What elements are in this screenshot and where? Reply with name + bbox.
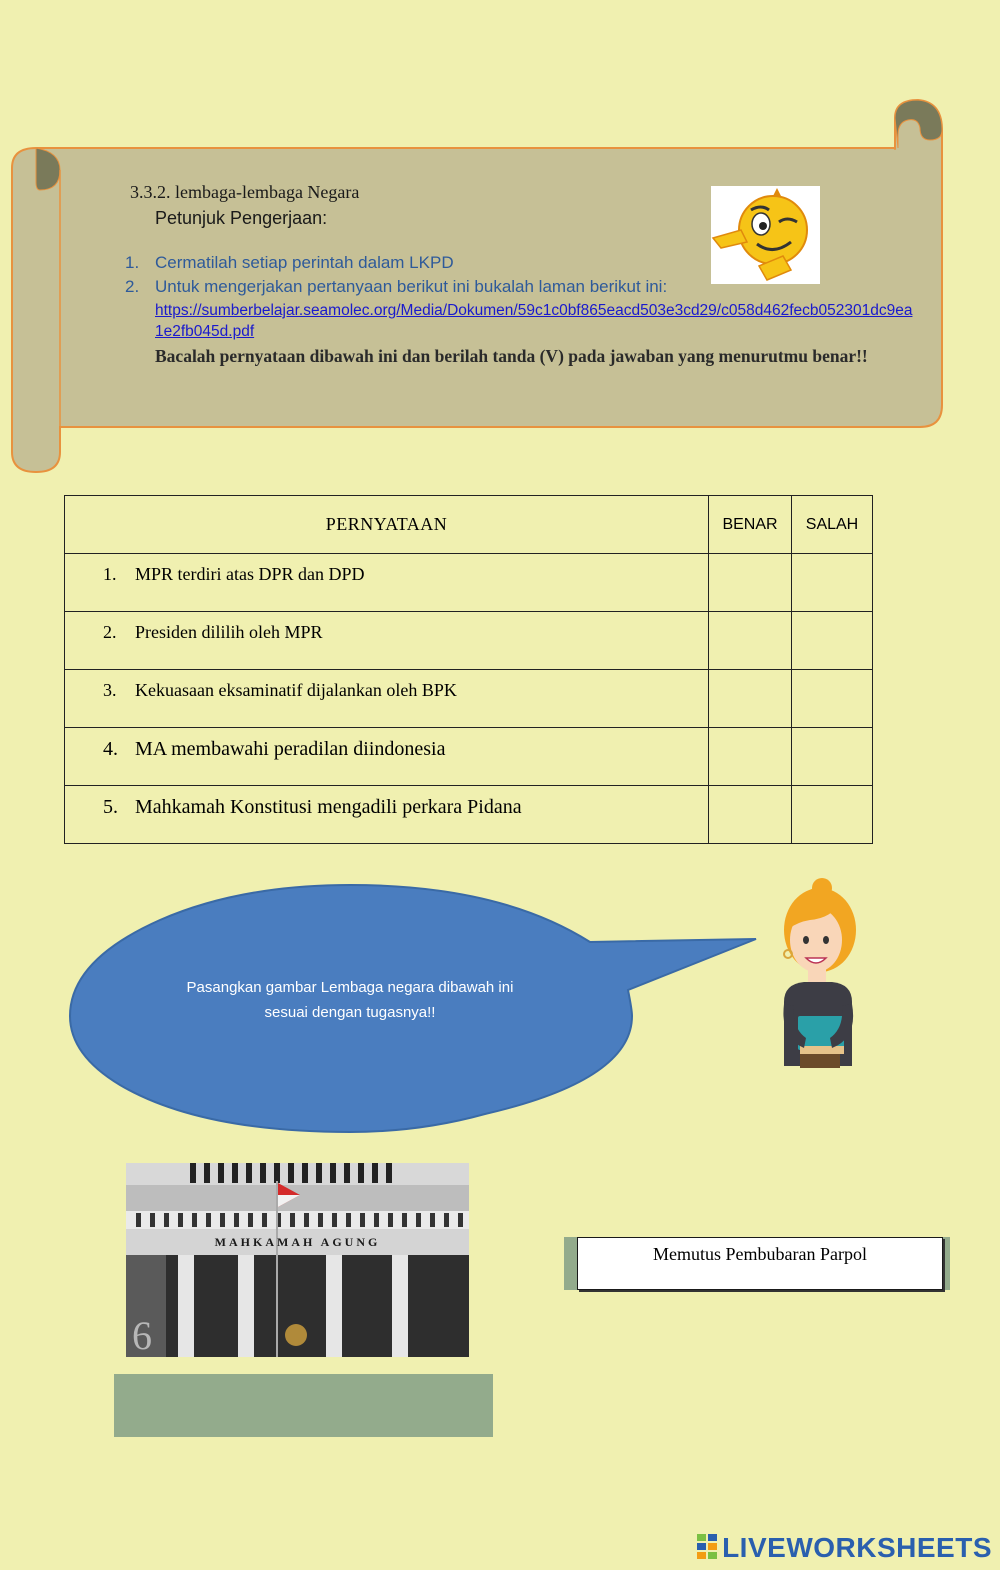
benar-answer-cell[interactable]	[709, 786, 792, 844]
table-row	[65, 728, 873, 786]
row-number: 3.	[103, 680, 117, 700]
table-row	[65, 554, 873, 612]
salah-answer-cell[interactable]	[792, 670, 873, 728]
benar-answer-cell[interactable]	[709, 728, 792, 786]
salah-answer-cell[interactable]	[792, 728, 873, 786]
bubble-line: sesuai dengan tugasnya!!	[264, 1004, 436, 1021]
salah-answer-cell[interactable]	[792, 786, 873, 844]
winking-emoji-icon	[711, 186, 820, 284]
bubble-text	[160, 975, 540, 1025]
table-row	[65, 786, 873, 844]
answer-drop-box[interactable]	[114, 1374, 493, 1437]
photo-watermark: 6	[132, 1313, 152, 1357]
instruction-item: Cermatilah setiap perintah dalam LKPD	[155, 253, 454, 272]
table-row	[65, 670, 873, 728]
row-number: 5.	[103, 796, 118, 818]
statement-cell	[65, 728, 709, 786]
logo-text: LIVEWORKSHEETS	[722, 1532, 992, 1563]
statement-table	[64, 495, 873, 844]
row-statement: Presiden dililih oleh MPR	[135, 622, 323, 642]
row-number: 4.	[103, 738, 118, 760]
function-card[interactable]: Memutus Pembubaran Parpol	[577, 1237, 943, 1290]
row-statement: MPR terdiri atas DPR dan DPD	[135, 564, 365, 584]
table-header-row	[65, 496, 873, 554]
mahkamah-agung-photo	[126, 1163, 469, 1357]
statement-cell	[65, 612, 709, 670]
benar-answer-cell[interactable]	[709, 612, 792, 670]
row-number: 2.	[103, 622, 117, 642]
table-row	[65, 612, 873, 670]
header-statement: PERNYATAAN	[65, 496, 709, 554]
instruction-number: 2.	[125, 277, 140, 296]
header-true: BENAR	[709, 496, 792, 554]
row-statement: Kekuasaan eksaminatif dijalankan oleh BPK	[135, 680, 457, 700]
statement-cell	[65, 554, 709, 612]
teacher-illustration	[770, 878, 870, 1070]
benar-answer-cell[interactable]	[709, 670, 792, 728]
section-title: 3.3.2. lembaga-lembaga Negara	[130, 182, 360, 202]
row-statement: MA membawahi peradilan diindonesia	[135, 738, 446, 760]
salah-answer-cell[interactable]	[792, 612, 873, 670]
task-instruction: Bacalah pernyataan dibawah ini dan berilah tanda (V) pada jawaban yang menurutmu benar!!	[155, 346, 868, 366]
instructions-heading: Petunjuk Pengerjaan:	[155, 208, 328, 228]
row-statement: Mahkamah Konstitusi mengadili perkara Pidana	[135, 796, 522, 818]
liveworksheets-logo	[697, 1532, 992, 1564]
benar-answer-cell[interactable]	[709, 554, 792, 612]
resource-link[interactable]: https://sumberbelajar.seamolec.org/Media/Dokumen/59c1c0bf865eacd503e3cd29/c058d462fecb052301dc9ea1e2fb045d.pdf	[155, 302, 913, 340]
instruction-number: 1.	[125, 253, 140, 272]
header-false: SALAH	[792, 496, 873, 554]
salah-answer-cell[interactable]	[792, 554, 873, 612]
statement-cell	[65, 786, 709, 844]
building-sign: MAHKAMAH AGUNG	[214, 1235, 381, 1249]
instruction-item: Untuk mengerjakan pertanyaan berikut ini bukalah laman berikut ini:	[155, 277, 668, 296]
bubble-line: Pasangkan gambar Lembaga negara dibawah ini	[186, 979, 514, 996]
liveworksheets-logo-icon	[697, 1534, 719, 1560]
statement-cell	[65, 670, 709, 728]
row-number: 1.	[103, 564, 117, 584]
